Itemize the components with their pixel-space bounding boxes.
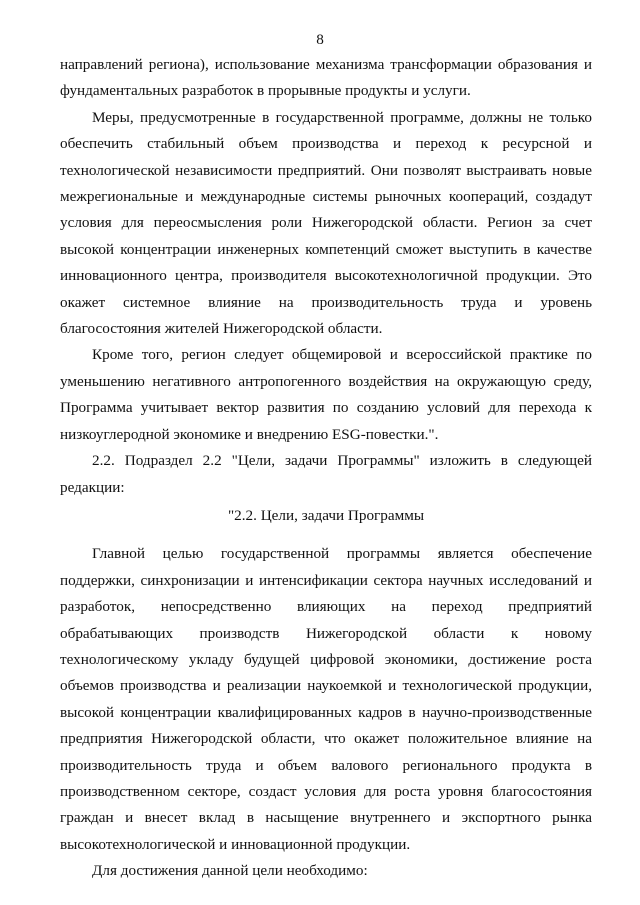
page-number: 8 [316, 31, 324, 48]
section-heading: "2.2. Цели, задачи Программы [227, 506, 425, 524]
paragraph-closing: Для достижения данной цели необходимо: [92, 862, 368, 880]
document-body [60, 52, 592, 885]
paragraph-main-goal: Главной целью государственной программы является обеспечение поддержки, синхронизации и интенсификации сектора научных исследований и разработок, непосредственно влияющих на переход предприятий обрабатывающих производств Нижегородской области к новому технологическому укладу будущей цифровой экономики, достижение роста объемов производства и реализации наукоемкой и технологической продукции, высокой концентрации квалифицированных кадров в научно-производственные предприятия Нижегородской области, что окажет положительное влияние на производительность труда и объем валового регионального продукта в производственном секторе, создаст условия для роста уровня благосостояния граждан и внесет вклад в насыщение внутреннего и экспортного рынка высокотехнологической и инновационной продукции. [60, 545, 592, 853]
paragraph-amendment: 2.2. Подраздел 2.2 "Цели, задачи Программы" изложить в следующей редакции: [60, 452, 592, 496]
paragraph-continuation: направлений региона), использование механизма трансформации образования и фундаментальных разработок в прорывные продукты и услуги. [60, 56, 592, 100]
paragraph-environment: Кроме того, регион следует общемировой и всероссийской практике по уменьшению негативного антропогенного воздействия на окружающую среду, Программа учитывает вектор развития по созданию условий для перехода к низкоуглеродной экономике и внедрению ESG-повестки.". [60, 346, 592, 443]
paragraph-measures: Меры, предусмотренные в государственной программе, должны не только обеспечить стабильный объем производства и переход к ресурсной и технологической независимости предприятий. Они позволят выстраивать новые межрегиональные и международные системы рыночных коопераций, создадут условия для переосмысления роли Нижегородской области. Регион за счет высокой концентрации инженерных компетенций сможет выступить в качестве инновационного центра, производителя высокотехнологичной продукции. Это окажет системное влияние на производительность труда и уровень благосостояния жителей Нижегородской области. [60, 108, 592, 338]
